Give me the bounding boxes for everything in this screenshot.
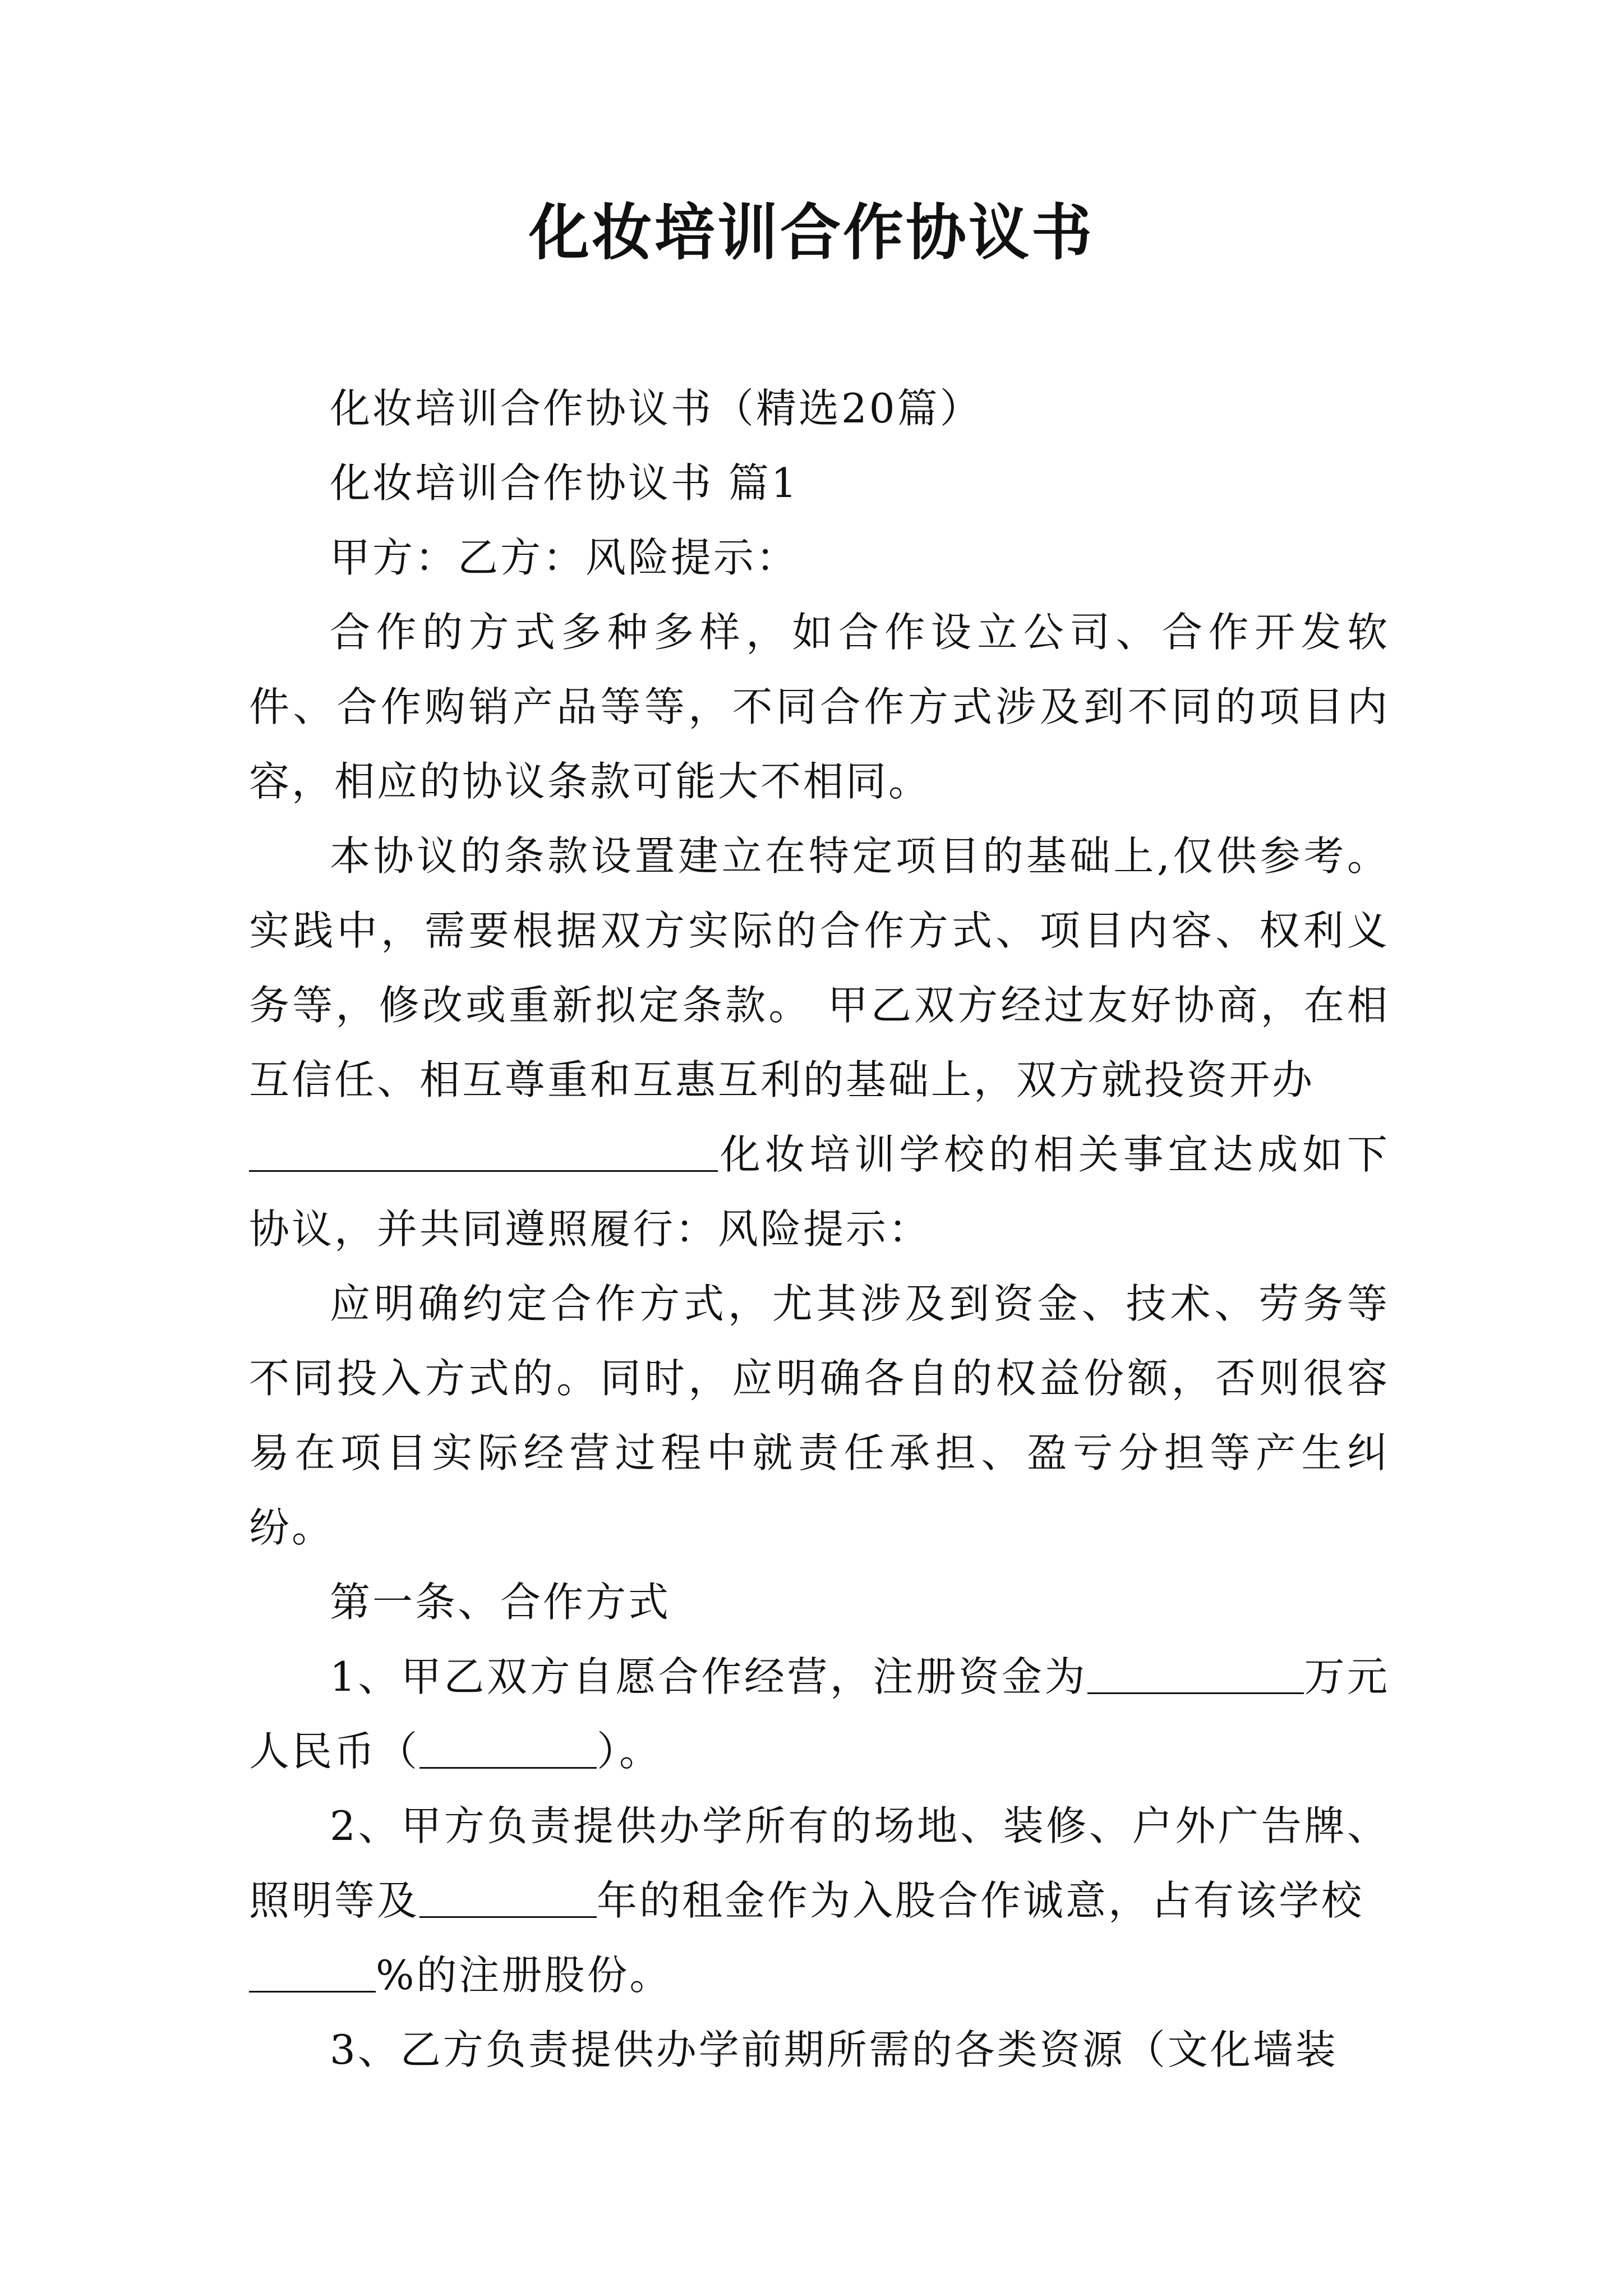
paragraph-article-1-heading: 第一条、合作方式: [330, 1579, 671, 1626]
clause-2-text-b: 年的租金作为入股合作诚意，占有该学校: [597, 1877, 1364, 1924]
paragraph-risk-note: 应明确约定合作方式，尤其涉及到资金、技术、劳务等不同投入方式的。同时，应明确各自的权益份额，否则很容易在项目实际经营过程中就责任承担、盈亏分担等产生纠纷。: [249, 1280, 1390, 1551]
clause-1-text-c: ）。: [597, 1728, 662, 1775]
preamble-text-a: 本协议的条款设置建立在特定项目的基础上,仅供参考。实践中，需要根据双方实际的合作方式、项目内容、权利义务等，修改或重新拟定条款。 甲乙双方经过友好协商，在相互信任、相互尊重和互惠互利的基础上，双方就投资开办: [249, 832, 1390, 1103]
capital-amount-blank: [1087, 1652, 1304, 1694]
clause-1-text-b: 万元人民币（: [249, 1653, 1390, 1775]
paragraph-parties: 甲方：乙方：风险提示：: [330, 534, 799, 581]
preamble-text-b: 化妆培训学校的相关事宜达成如下协议，并共同遵照履行：风险提示：: [249, 1131, 1390, 1253]
paragraph-section-heading: 化妆培训合作协议书 篇1: [330, 459, 799, 507]
clause-2-text-c: %的注册股份。: [376, 1952, 672, 1999]
paragraph-intro: 合作的方式多种多样，如合作设立公司、合作开发软件、合作购销产品等等，不同合作方式涉及到不同的项目内容，相应的协议条款可能大不相同。: [249, 609, 1390, 805]
document-body: [249, 371, 1390, 2087]
paragraph-clause-2: [249, 1789, 1390, 2013]
clause-1-text-a: 1、甲乙双方自愿合作经营，注册资金为: [330, 1653, 1087, 1700]
paragraph-subtitle: 化妆培训合作协议书（精选20篇）: [330, 385, 983, 432]
paragraph-clause-1: [249, 1640, 1390, 1789]
clause-2-text-a: 2、甲方负责提供办学所有的场地、装修、户外广告牌、照明等及: [249, 1802, 1390, 1924]
document-title: 化妆培训合作协议书: [528, 197, 1094, 268]
capital-uppercase-blank: [419, 1727, 597, 1769]
paragraph-preamble: [249, 819, 1390, 1267]
school-name-blank: [249, 1130, 718, 1172]
rent-years-blank: [419, 1876, 597, 1918]
paragraph-clause-3: 3、乙方负责提供办学前期所需的各类资源（文化墙装: [330, 2026, 1338, 2073]
share-percent-blank: [249, 1950, 376, 1993]
